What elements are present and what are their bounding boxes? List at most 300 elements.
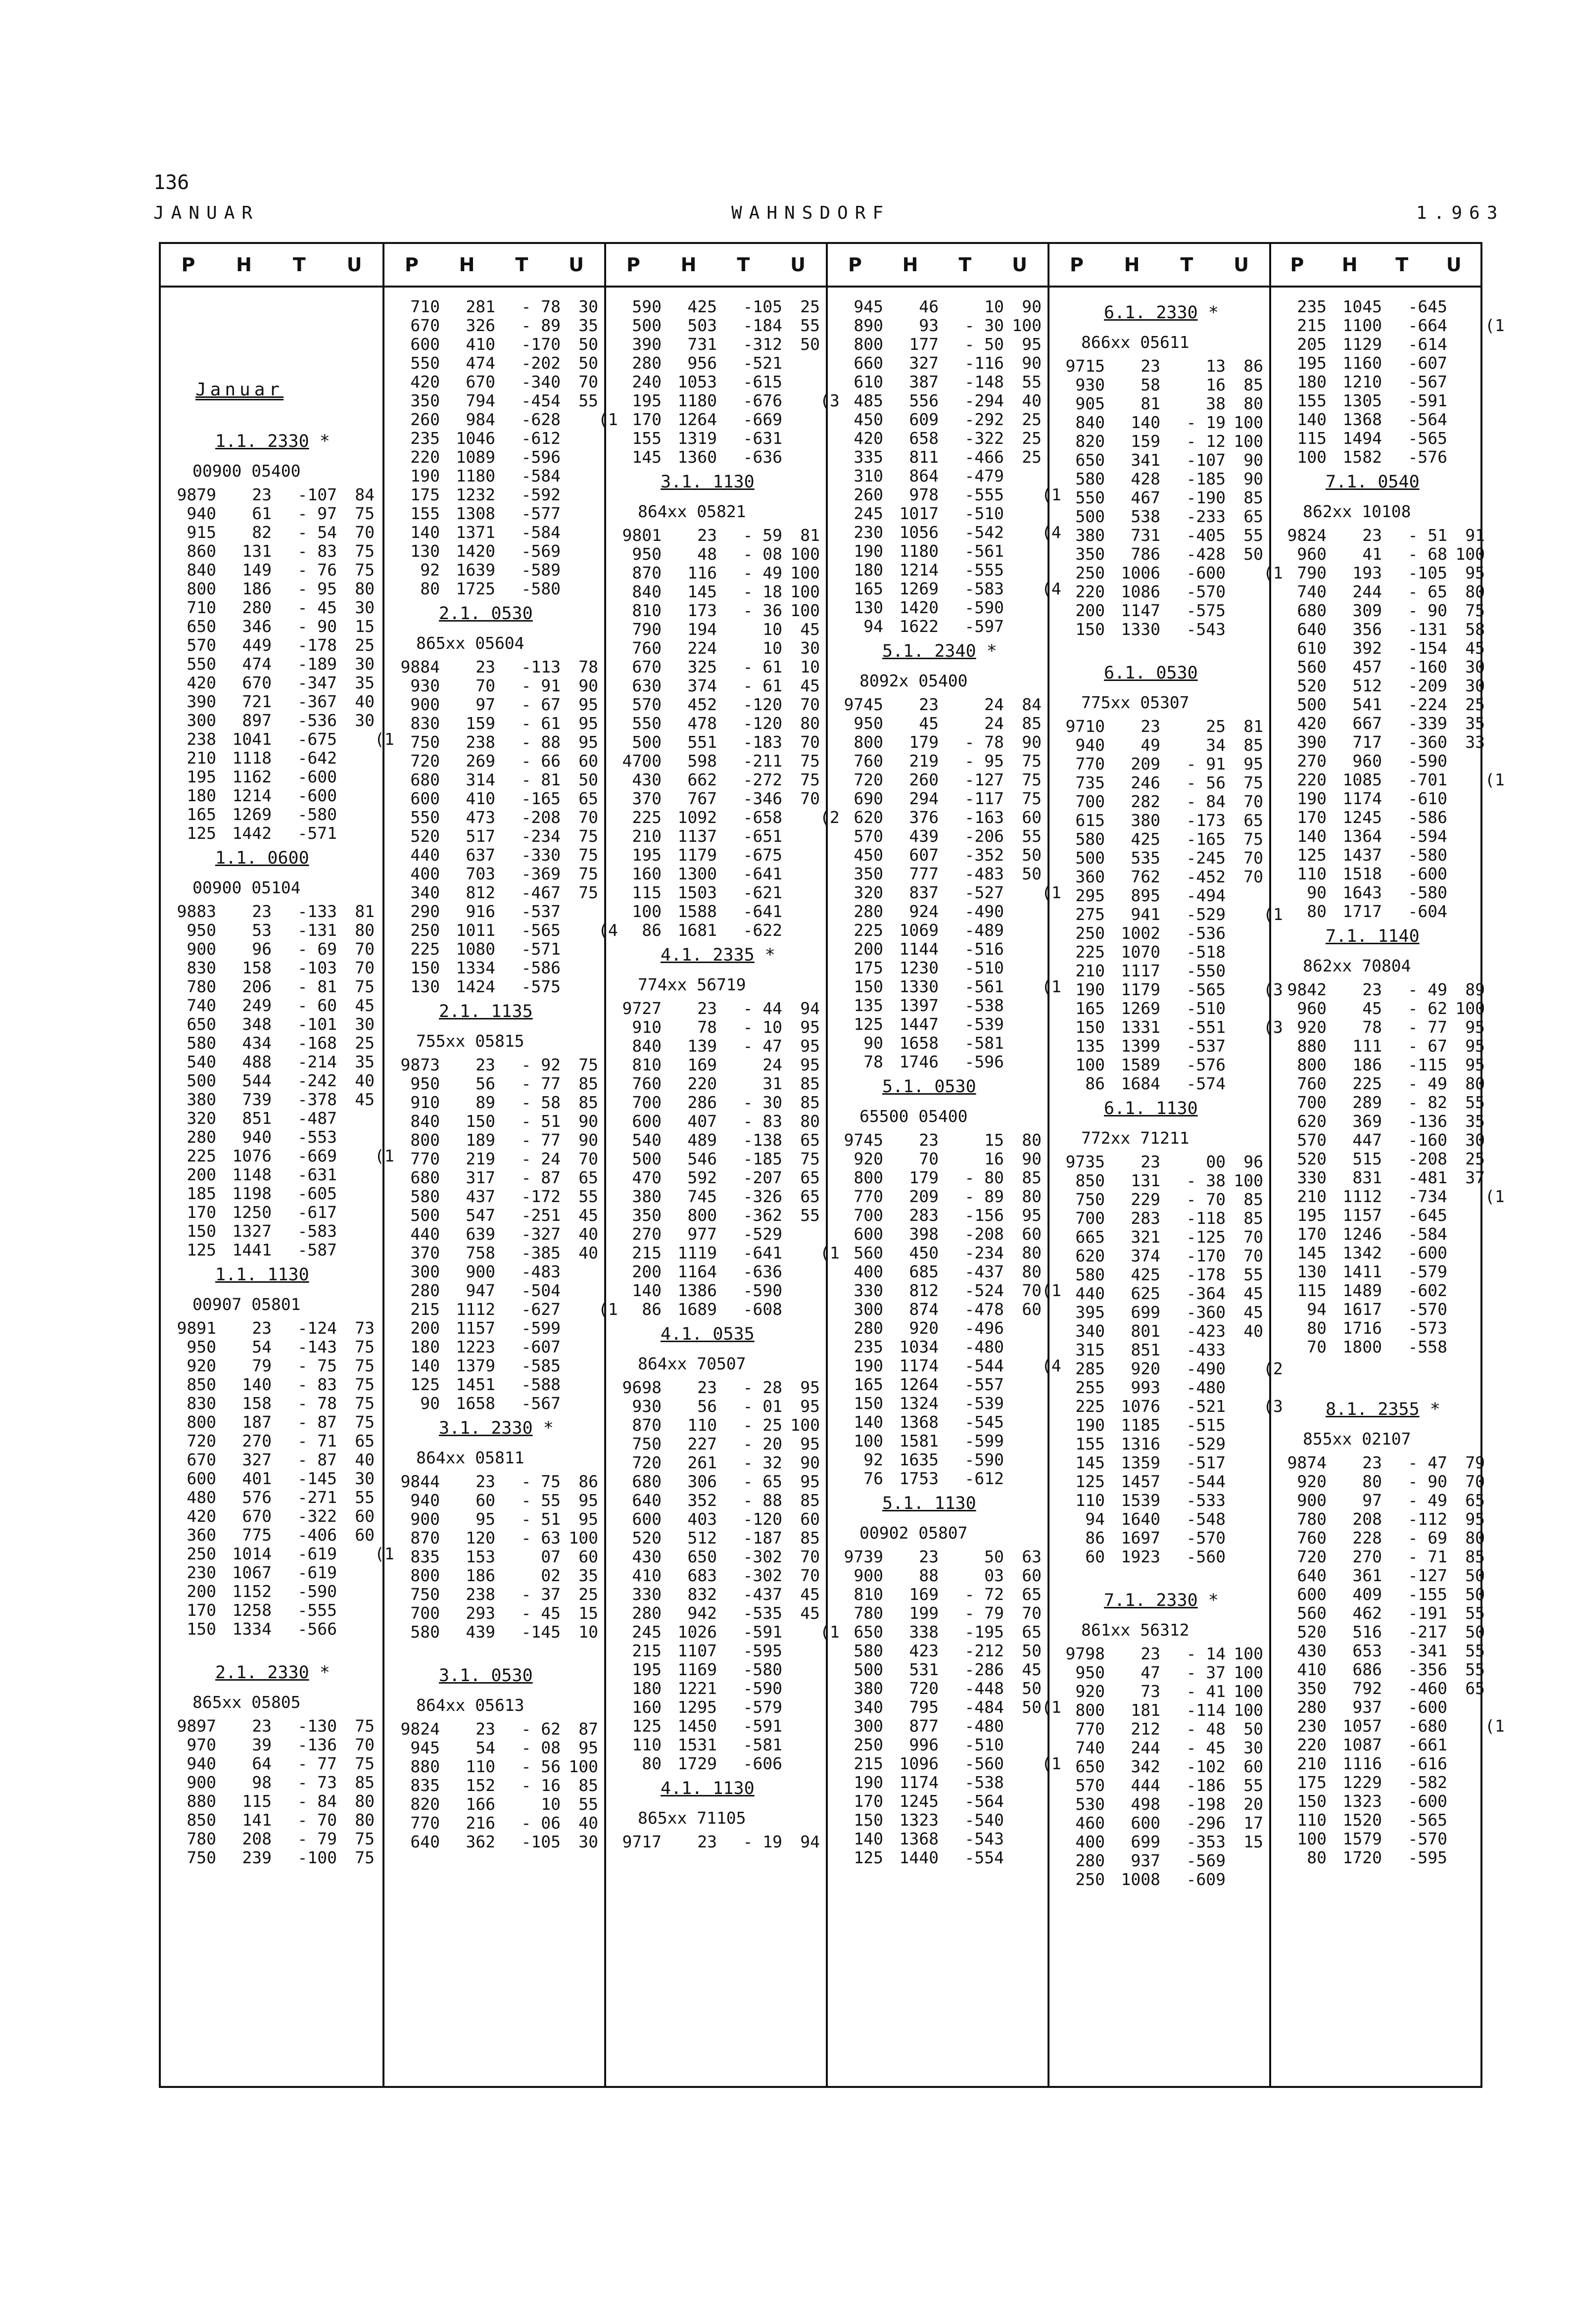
cell-note: (2 xyxy=(820,808,840,827)
table-row xyxy=(161,824,382,843)
cell-pressure: 150 xyxy=(187,1619,216,1639)
cell-temperature: - 90 xyxy=(297,617,337,636)
cell-pressure: 235 xyxy=(854,1337,883,1356)
sounding-code: 866xx 05611 xyxy=(1081,333,1190,352)
cell-height: 1169 xyxy=(677,1660,717,1679)
cell-humidity: 84 xyxy=(1022,695,1042,714)
table-row xyxy=(1049,1247,1269,1265)
cell-height: 47 xyxy=(1141,1663,1160,1682)
cell-pressure: 330 xyxy=(1297,1168,1327,1187)
cell-pressure: 940 xyxy=(1075,735,1105,755)
cell-humidity: 86 xyxy=(578,1472,598,1491)
cell-temperature: -600 xyxy=(1408,1243,1447,1262)
table-row xyxy=(1049,755,1269,774)
cell-pressure: 770 xyxy=(410,1813,440,1833)
cell-humidity: 90 xyxy=(1243,469,1263,488)
cell-pressure: 78 xyxy=(863,1052,883,1071)
table-row xyxy=(384,580,604,598)
cell-height: 41 xyxy=(1362,544,1382,564)
cell-humidity: 25 xyxy=(1022,410,1042,429)
cell-pressure: 580 xyxy=(1075,829,1105,849)
table-row xyxy=(828,448,1048,467)
cell-height: 81 xyxy=(1141,394,1160,413)
cell-temperature: -353 xyxy=(1186,1832,1226,1851)
cell-pressure: 145 xyxy=(632,447,662,467)
cell-height: 662 xyxy=(687,770,717,789)
cell-height: 1210 xyxy=(1342,372,1382,391)
cell-humidity: 50 xyxy=(1022,845,1042,865)
table-row xyxy=(1271,1716,1505,1736)
cell-humidity: 35 xyxy=(578,1566,598,1585)
table-row xyxy=(384,1375,604,1394)
cell-height: 269 xyxy=(466,751,495,771)
cell-pressure: 890 xyxy=(854,316,883,335)
cell-temperature: - 88 xyxy=(521,732,561,752)
cell-temperature: 31 xyxy=(762,1074,782,1093)
table-row xyxy=(1271,1848,1480,1867)
table-row xyxy=(1049,1397,1283,1416)
cell-pressure: 940 xyxy=(187,504,216,523)
cell-height: 895 xyxy=(1131,886,1160,905)
table-row xyxy=(1271,1698,1480,1717)
cell-height: 401 xyxy=(242,1469,272,1488)
cell-temperature: -675 xyxy=(297,729,337,749)
cell-pressure: 360 xyxy=(187,1525,216,1545)
cell-temperature: - 78 xyxy=(297,1394,337,1413)
cell-pressure: 840 xyxy=(632,1036,662,1056)
cell-temperature: - 67 xyxy=(1408,1036,1447,1056)
cell-pressure: 830 xyxy=(187,1394,216,1413)
table-row xyxy=(606,1717,826,1736)
table-row xyxy=(161,1090,382,1109)
cell-pressure: 870 xyxy=(632,1415,662,1435)
cell-height: 309 xyxy=(1352,601,1382,620)
cell-temperature: -184 xyxy=(743,316,782,335)
cell-height: 45 xyxy=(919,714,939,733)
cell-pressure: 190 xyxy=(854,1356,883,1375)
cell-height: 1697 xyxy=(1121,1528,1160,1548)
cell-height: 79 xyxy=(252,1356,272,1375)
table-row xyxy=(606,373,826,391)
cell-pressure: 250 xyxy=(1075,1870,1105,1889)
cell-height: 362 xyxy=(466,1832,495,1851)
cell-pressure: 340 xyxy=(854,1697,883,1717)
cell-height: 1174 xyxy=(1342,789,1382,808)
cell-height: 920 xyxy=(909,1318,939,1338)
table-row xyxy=(161,1544,394,1563)
cell-temperature: -579 xyxy=(1408,1262,1447,1281)
cell-note: (1 xyxy=(820,1622,840,1642)
cell-humidity: 50 xyxy=(1022,1697,1042,1717)
table-row xyxy=(828,752,1048,771)
cell-pressure: 9801 xyxy=(622,526,662,545)
table-row xyxy=(1271,373,1480,391)
sounding-code: 775xx 05307 xyxy=(1081,693,1190,712)
table-row xyxy=(1049,1548,1269,1566)
table-row xyxy=(161,1432,382,1451)
table-row xyxy=(161,692,382,711)
cell-temperature: -570 xyxy=(1186,582,1226,601)
cell-height: 158 xyxy=(242,958,272,977)
table-row xyxy=(606,1660,826,1679)
cell-note: (1 xyxy=(1263,563,1283,582)
cell-pressure: 840 xyxy=(632,582,662,601)
cell-temperature: - 18 xyxy=(743,582,782,601)
cell-temperature: -302 xyxy=(743,1547,782,1566)
table-row xyxy=(384,1356,604,1375)
cell-height: 348 xyxy=(242,1015,272,1034)
cell-pressure: 950 xyxy=(1075,1663,1105,1682)
cell-temperature: -494 xyxy=(1186,886,1226,905)
cell-temperature: -489 xyxy=(964,920,1004,940)
sounding-title: 2.1. 1135 xyxy=(439,1002,533,1021)
table-row xyxy=(161,1034,382,1053)
cell-pressure: 900 xyxy=(187,1773,216,1792)
cell-height: 1076 xyxy=(232,1146,272,1165)
cell-humidity: 90 xyxy=(578,676,598,695)
cell-height: 1300 xyxy=(677,864,717,883)
table-row xyxy=(606,1472,826,1491)
sounding-title: 6.1. 1130 xyxy=(1104,1099,1198,1118)
table-row xyxy=(1049,1284,1269,1303)
cell-temperature: 03 xyxy=(984,1566,1004,1585)
cell-humidity: 100 xyxy=(1234,1663,1263,1682)
cell-temperature: -565 xyxy=(521,920,561,940)
cell-temperature: - 30 xyxy=(964,316,1004,335)
cell-height: 1089 xyxy=(456,447,495,467)
table-row xyxy=(1271,883,1480,902)
column-header-label: U xyxy=(346,254,362,276)
cell-temperature: -367 xyxy=(297,692,337,711)
cell-pressure: 800 xyxy=(410,1566,440,1585)
cell-pressure: 225 xyxy=(187,1146,216,1165)
cell-temperature: -591 xyxy=(1408,391,1447,410)
table-row xyxy=(384,1795,604,1814)
cell-height: 209 xyxy=(1131,754,1160,774)
cell-pressure: 870 xyxy=(410,1528,440,1548)
cell-humidity: 60 xyxy=(1243,1757,1263,1776)
cell-temperature: -651 xyxy=(743,826,782,846)
cell-temperature: - 37 xyxy=(1186,1663,1226,1682)
cell-temperature: -599 xyxy=(964,1431,1004,1451)
cell-temperature: -669 xyxy=(743,410,782,429)
table-row xyxy=(1049,774,1269,792)
cell-height: 212 xyxy=(1131,1719,1160,1739)
cell-pressure: 4700 xyxy=(622,751,662,771)
cell-temperature: - 30 xyxy=(743,1093,782,1112)
cell-humidity: 45 xyxy=(800,1603,820,1623)
spacer xyxy=(161,354,382,373)
cell-height: 410 xyxy=(466,335,495,354)
cell-temperature: -565 xyxy=(1186,980,1226,999)
cell-humidity: 95 xyxy=(578,1738,598,1757)
cell-temperature: 24 xyxy=(984,695,1004,714)
cell-humidity: 55 xyxy=(1022,372,1042,391)
cell-height: 488 xyxy=(242,1052,272,1071)
table-row xyxy=(161,768,382,786)
table-row xyxy=(606,658,826,677)
cell-note: (1 xyxy=(1042,977,1061,996)
cell-height: 356 xyxy=(1352,620,1382,639)
cell-temperature: -589 xyxy=(521,560,561,580)
cell-pressure: 9897 xyxy=(177,1716,216,1736)
cell-note: (2 xyxy=(1263,1359,1283,1378)
cell-pressure: 300 xyxy=(410,1262,440,1281)
table-row xyxy=(1049,1153,1269,1171)
table-row xyxy=(606,1566,826,1585)
cell-height: 670 xyxy=(242,1506,272,1526)
table-row xyxy=(384,1244,604,1262)
cell-temperature: -118 xyxy=(1186,1209,1226,1228)
cell-temperature: -567 xyxy=(1408,372,1447,391)
cell-pressure: 760 xyxy=(1297,1074,1327,1093)
cell-temperature: -178 xyxy=(1186,1265,1226,1284)
cell-humidity: 75 xyxy=(355,1716,375,1736)
table-row xyxy=(161,1582,382,1601)
cell-pressure: 900 xyxy=(1297,1491,1327,1510)
cell-height: 194 xyxy=(687,620,717,639)
cell-pressure: 175 xyxy=(854,958,883,977)
cell-height: 721 xyxy=(242,692,272,711)
cell-temperature: -631 xyxy=(297,1165,337,1184)
table-row xyxy=(1271,1603,1485,1623)
cell-humidity: 30 xyxy=(355,1015,375,1034)
cell-height: 531 xyxy=(909,1660,939,1679)
table-row xyxy=(1049,1416,1269,1435)
cell-pressure: 420 xyxy=(187,1506,216,1526)
cell-pressure: 640 xyxy=(410,1832,440,1851)
cell-pressure: 680 xyxy=(632,1472,662,1491)
cell-height: 23 xyxy=(476,1719,495,1739)
header-station: WAHNSDORF xyxy=(731,203,891,223)
cell-height: 658 xyxy=(909,429,939,448)
cell-height: 1164 xyxy=(677,1262,717,1281)
cell-humidity: 40 xyxy=(578,1813,598,1833)
sounding-title: 8.1. 2355 * xyxy=(1326,1400,1440,1419)
table-row xyxy=(828,1697,1061,1717)
column-header-label: P xyxy=(1290,254,1304,276)
cell-humidity: 85 xyxy=(800,1491,820,1510)
cell-pressure: 280 xyxy=(632,1603,662,1623)
cell-humidity: 75 xyxy=(355,1337,375,1356)
table-column xyxy=(826,244,1061,2086)
cell-temperature: -510 xyxy=(1186,999,1226,1018)
cell-height: 670 xyxy=(242,673,272,692)
cell-pressure: 800 xyxy=(854,1168,883,1187)
table-row xyxy=(384,752,604,771)
cell-humidity: 60 xyxy=(355,1506,375,1526)
table-row xyxy=(384,846,604,865)
spacer xyxy=(161,335,382,354)
cell-pressure: 225 xyxy=(1075,942,1105,962)
cell-pressure: 100 xyxy=(1297,1829,1327,1848)
cell-temperature: - 49 xyxy=(1408,1491,1447,1510)
cell-humidity: 25 xyxy=(355,1033,375,1053)
cell-humidity: 85 xyxy=(1243,1209,1263,1228)
table-row xyxy=(606,1150,826,1168)
cell-height: 1639 xyxy=(456,560,495,580)
spacer xyxy=(1049,639,1269,658)
cell-pressure: 700 xyxy=(1075,792,1105,811)
cell-temperature: - 95 xyxy=(297,579,337,598)
table-row xyxy=(161,1146,394,1165)
cell-humidity: 100 xyxy=(790,544,820,564)
table-row xyxy=(161,1394,382,1413)
table-row xyxy=(1271,410,1480,429)
table-row xyxy=(1271,1112,1485,1131)
cell-height: 512 xyxy=(687,1528,717,1548)
table-row xyxy=(828,996,1048,1015)
table-row xyxy=(384,808,604,827)
cell-pressure: 280 xyxy=(1297,1697,1327,1717)
cell-temperature: -483 xyxy=(964,864,1004,883)
cell-height: 832 xyxy=(687,1585,717,1604)
cell-height: 686 xyxy=(1352,1660,1382,1679)
cell-pressure: 80 xyxy=(1307,1848,1327,1867)
cell-temperature: -346 xyxy=(743,789,782,808)
cell-temperature: -600 xyxy=(1186,563,1226,582)
cell-temperature: -612 xyxy=(964,1469,1004,1488)
cell-temperature: 50 xyxy=(984,1547,1004,1566)
cell-pressure: 115 xyxy=(632,883,662,902)
cell-temperature: -600 xyxy=(1408,1697,1447,1717)
cell-note: (1 xyxy=(375,729,394,749)
spacer xyxy=(384,1642,604,1660)
cell-height: 703 xyxy=(466,864,495,883)
cell-note: (1 xyxy=(820,1243,840,1262)
cell-humidity: 90 xyxy=(800,1453,820,1472)
cell-height: 327 xyxy=(242,1450,272,1469)
cell-height: 187 xyxy=(242,1412,272,1432)
cell-height: 653 xyxy=(1352,1641,1382,1660)
cell-humidity: 75 xyxy=(355,541,375,561)
cell-temperature: - 44 xyxy=(743,999,782,1018)
cell-temperature: -621 xyxy=(743,883,782,902)
cell-height: 452 xyxy=(687,695,717,714)
cell-humidity: 10 xyxy=(800,657,820,677)
cell-humidity: 65 xyxy=(1022,1585,1042,1604)
cell-height: 1589 xyxy=(1121,1055,1160,1074)
cell-height: 478 xyxy=(687,714,717,733)
cell-humidity: 55 xyxy=(578,391,598,410)
cell-pressure: 80 xyxy=(642,1754,662,1773)
cell-pressure: 400 xyxy=(854,1262,883,1281)
cell-temperature: -585 xyxy=(521,1356,561,1375)
cell-temperature: -406 xyxy=(297,1525,337,1545)
table-row xyxy=(828,940,1048,959)
cell-temperature: -322 xyxy=(964,429,1004,448)
cell-humidity: 100 xyxy=(1234,1682,1263,1701)
cell-humidity: 60 xyxy=(1022,1224,1042,1244)
cell-temperature: -574 xyxy=(1186,1074,1226,1093)
table-row xyxy=(161,977,382,996)
cell-height: 1070 xyxy=(1121,942,1160,962)
cell-temperature: -120 xyxy=(743,695,782,714)
cell-temperature: -460 xyxy=(1408,1679,1447,1698)
cell-humidity: 90 xyxy=(578,1130,598,1150)
cell-pressure: 9824 xyxy=(1287,526,1327,545)
cell-temperature: -567 xyxy=(521,1394,561,1413)
cell-pressure: 660 xyxy=(854,353,883,373)
cell-pressure: 230 xyxy=(854,523,883,542)
cell-pressure: 600 xyxy=(854,1224,883,1244)
cell-temperature: -510 xyxy=(964,958,1004,977)
table-row xyxy=(1271,582,1485,601)
table-row xyxy=(1271,526,1485,545)
cell-note: (1 xyxy=(1042,485,1061,504)
cell-temperature: - 88 xyxy=(743,1491,782,1510)
cell-height: 547 xyxy=(466,1206,495,1225)
table-row xyxy=(384,391,604,410)
cell-temperature: - 91 xyxy=(1186,754,1226,774)
cell-humidity: 30 xyxy=(355,598,375,617)
cell-humidity: 95 xyxy=(1465,1017,1485,1037)
cell-temperature: -326 xyxy=(743,1187,782,1206)
table-row xyxy=(828,1469,1048,1488)
cell-humidity: 45 xyxy=(1022,1660,1042,1679)
cell-temperature: -645 xyxy=(1408,1206,1447,1225)
cell-temperature: - 77 xyxy=(1408,1017,1447,1037)
cell-height: 208 xyxy=(1352,1509,1382,1529)
cell-height: 699 xyxy=(1131,1303,1160,1322)
table-row xyxy=(384,1112,604,1131)
table-row xyxy=(384,485,604,504)
cell-temperature: - 12 xyxy=(1186,432,1226,451)
cell-humidity: 50 xyxy=(1243,1719,1263,1739)
cell-height: 794 xyxy=(466,391,495,410)
column-body xyxy=(1271,297,1505,2086)
cell-height: 1085 xyxy=(1342,770,1382,789)
cell-height: 1198 xyxy=(232,1184,272,1203)
cell-temperature: -664 xyxy=(1408,316,1447,335)
sounding-code: 865xx 71105 xyxy=(638,1808,746,1828)
cell-temperature: -615 xyxy=(743,372,782,391)
cell-humidity: 90 xyxy=(1022,297,1042,316)
table-row xyxy=(828,1053,1048,1071)
sounding-code: 65500 05400 xyxy=(859,1107,968,1126)
cell-humidity: 95 xyxy=(1022,335,1042,354)
cell-note: (1 xyxy=(1042,1697,1061,1717)
table-row xyxy=(606,1435,826,1453)
cell-temperature: - 87 xyxy=(521,1168,561,1187)
cell-humidity: 70 xyxy=(800,1547,820,1566)
cell-height: 1160 xyxy=(1342,353,1382,373)
cell-pressure: 155 xyxy=(1297,391,1327,410)
cell-temperature: - 25 xyxy=(743,1415,782,1435)
cell-height: 58 xyxy=(1141,375,1160,394)
cell-height: 786 xyxy=(1131,544,1160,564)
cell-temperature: -117 xyxy=(964,789,1004,808)
cell-pressure: 220 xyxy=(1297,1735,1327,1754)
cell-height: 1129 xyxy=(1342,335,1382,354)
table-row xyxy=(828,523,1061,542)
table-row xyxy=(828,1375,1048,1394)
cell-temperature: -136 xyxy=(1408,1112,1447,1131)
cell-humidity: 30 xyxy=(578,297,598,316)
table-row xyxy=(1049,413,1269,432)
cell-pressure: 320 xyxy=(187,1109,216,1128)
table-row xyxy=(161,1792,382,1811)
cell-humidity: 100 xyxy=(1455,544,1485,564)
cell-pressure: 750 xyxy=(1075,1190,1105,1209)
cell-humidity: 65 xyxy=(800,1168,820,1187)
cell-height: 1137 xyxy=(677,826,717,846)
cell-humidity: 75 xyxy=(578,1055,598,1074)
table-row xyxy=(384,1491,604,1510)
cell-pressure: 410 xyxy=(632,1566,662,1585)
table-row xyxy=(384,1262,604,1281)
table-row xyxy=(606,1736,826,1754)
